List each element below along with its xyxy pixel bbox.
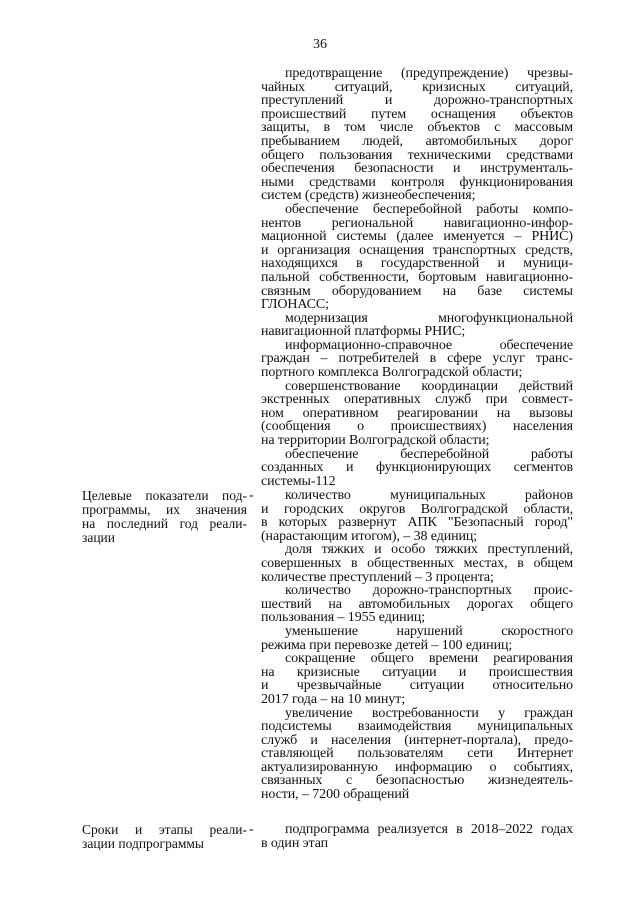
label-line: Сроки и этапы реали- xyxy=(82,822,247,837)
text-line: преступлений и дорожно-транспортных xyxy=(261,93,573,109)
text-line: ном оперативном реагировании на вызовы xyxy=(261,405,573,421)
text-line: навигационной платформы РНИС; xyxy=(261,324,466,340)
task-paragraph xyxy=(261,339,573,380)
text-line: шествий на автомобильных дорогах общего xyxy=(261,596,573,612)
text-line: ности, – 7200 обращений xyxy=(261,787,410,803)
text-line: (нарастающим итогом), – 38 единиц; xyxy=(261,528,478,544)
text-line: связным оборудованием на базе системы xyxy=(261,283,573,299)
text-line: ГЛОНАСС; xyxy=(261,297,329,313)
text-line: ставляющей пользователям сети Интернет xyxy=(261,746,573,762)
text-line: мационной системы (далее именуется – РНИС) xyxy=(261,229,573,245)
text-line: совершенных в общественных местах, в общем xyxy=(261,555,573,571)
text-line: граждан – потребителей в сфере услуг транс- xyxy=(261,351,573,367)
label-line: Целевые показатели под- xyxy=(82,488,247,503)
text-line: пальной собственности, бортовым навигационно- xyxy=(261,269,573,285)
task-paragraph xyxy=(261,312,573,339)
label-line: на последний год реали- xyxy=(82,516,247,531)
text-line: на кризисные ситуации и происшествия xyxy=(261,664,573,680)
text-line: созданных и функционирующих сегментов xyxy=(261,460,573,476)
text-line: защиты, в том числе объектов с массовым xyxy=(261,120,573,136)
text-line: ными средствами контроля функционирования xyxy=(261,174,573,190)
text-line: количестве преступлений – 3 процента; xyxy=(261,569,494,585)
text-line: подпрограмма реализуется в 2018–2022 годах xyxy=(285,822,573,837)
text-line: режима при перевозке детей – 100 единиц; xyxy=(261,637,513,653)
stages-label xyxy=(82,823,247,851)
text-line: подсистемы взаимодействия муниципальных xyxy=(261,719,573,735)
text-line: совершенствование координации действий xyxy=(285,378,573,394)
text-line: экстренных оперативных служб при совмест- xyxy=(261,392,573,408)
target-paragraph xyxy=(261,489,573,543)
target-paragraph xyxy=(261,543,573,584)
text-line: предотвращение (предупреждение) чрезвы- xyxy=(285,66,573,81)
text-line: количество дорожно-транспортных проис- xyxy=(285,583,573,599)
label-line: программы, их значения xyxy=(82,502,247,517)
task-paragraph xyxy=(261,203,573,312)
task-paragraph xyxy=(261,448,573,489)
text-line: происшествий путем оснащения объектов xyxy=(261,106,573,122)
targets-label xyxy=(82,489,247,545)
text-line: и организация оснащения транспортных средств, xyxy=(261,242,573,258)
label-line: зации xyxy=(82,530,115,545)
stages-column xyxy=(261,823,573,850)
tasks-column xyxy=(261,67,573,488)
text-line: пользования – 1955 единиц; xyxy=(261,610,426,626)
text-line: на территории Волгоградской области; xyxy=(261,433,490,449)
text-line: увеличение востребованности у граждан xyxy=(285,705,573,721)
page-number: 36 xyxy=(313,37,327,52)
text-line: находящихся в государственной и муници- xyxy=(261,256,573,272)
text-line: пребыванием людей, автомобильных дорог xyxy=(261,133,573,149)
target-paragraph xyxy=(261,652,573,706)
text-line: 2017 года – на 10 минут; xyxy=(261,691,405,707)
target-paragraph xyxy=(261,584,573,625)
text-line: количество муниципальных районов xyxy=(285,488,573,503)
text-line: сокращение общего времени реагирования xyxy=(285,651,573,667)
stages-dash: - xyxy=(249,822,254,837)
text-line: системы-112 xyxy=(261,473,336,489)
text-line: актуализированную информацию о событиях, xyxy=(261,759,573,775)
text-line: обеспечение бесперебойной работы xyxy=(285,446,573,462)
text-line: связанных с безопасностью жизнедеятель- xyxy=(261,773,573,789)
stage-paragraph xyxy=(261,823,573,850)
text-line: в которых развернут АПК "Безопасный город" xyxy=(261,515,573,531)
text-line: чайных ситуаций, кризисных ситуаций, xyxy=(261,79,573,95)
text-line: в один этап xyxy=(261,835,329,851)
task-paragraph xyxy=(261,380,573,448)
text-line: модернизация многофункциональной xyxy=(285,310,573,326)
text-line: и чрезвычайные ситуации относительно xyxy=(261,678,573,694)
targets-dash: - xyxy=(249,488,254,503)
text-line: доля тяжких и особо тяжких преступлений, xyxy=(285,542,573,558)
text-line: и городских округов Волгоградской области, xyxy=(261,501,573,517)
text-line: уменьшение нарушений скоростного xyxy=(285,623,573,639)
text-line: обеспечение бесперебойной работы компо- xyxy=(285,201,573,217)
task-paragraph xyxy=(261,67,573,203)
label-line: зации подпрограммы xyxy=(82,836,204,851)
text-line: обеспечения безопасности и инструменталь- xyxy=(261,161,573,177)
text-line: (сообщения о происшествиях) населения xyxy=(261,419,573,435)
text-line: служб и населения (интернет-портала), предо- xyxy=(261,732,573,748)
text-line: портного комплекса Волгоградской области; xyxy=(261,365,523,381)
text-line: систем (средств) жизнеобеспечения; xyxy=(261,188,476,204)
target-paragraph xyxy=(261,707,573,802)
text-line: общего пользования техническими средствами xyxy=(261,147,573,163)
targets-column xyxy=(261,489,573,802)
target-paragraph xyxy=(261,625,573,652)
text-line: нентов региональной навигационно-инфор- xyxy=(261,215,573,231)
text-line: информационно-справочное обеспечение xyxy=(285,337,573,353)
